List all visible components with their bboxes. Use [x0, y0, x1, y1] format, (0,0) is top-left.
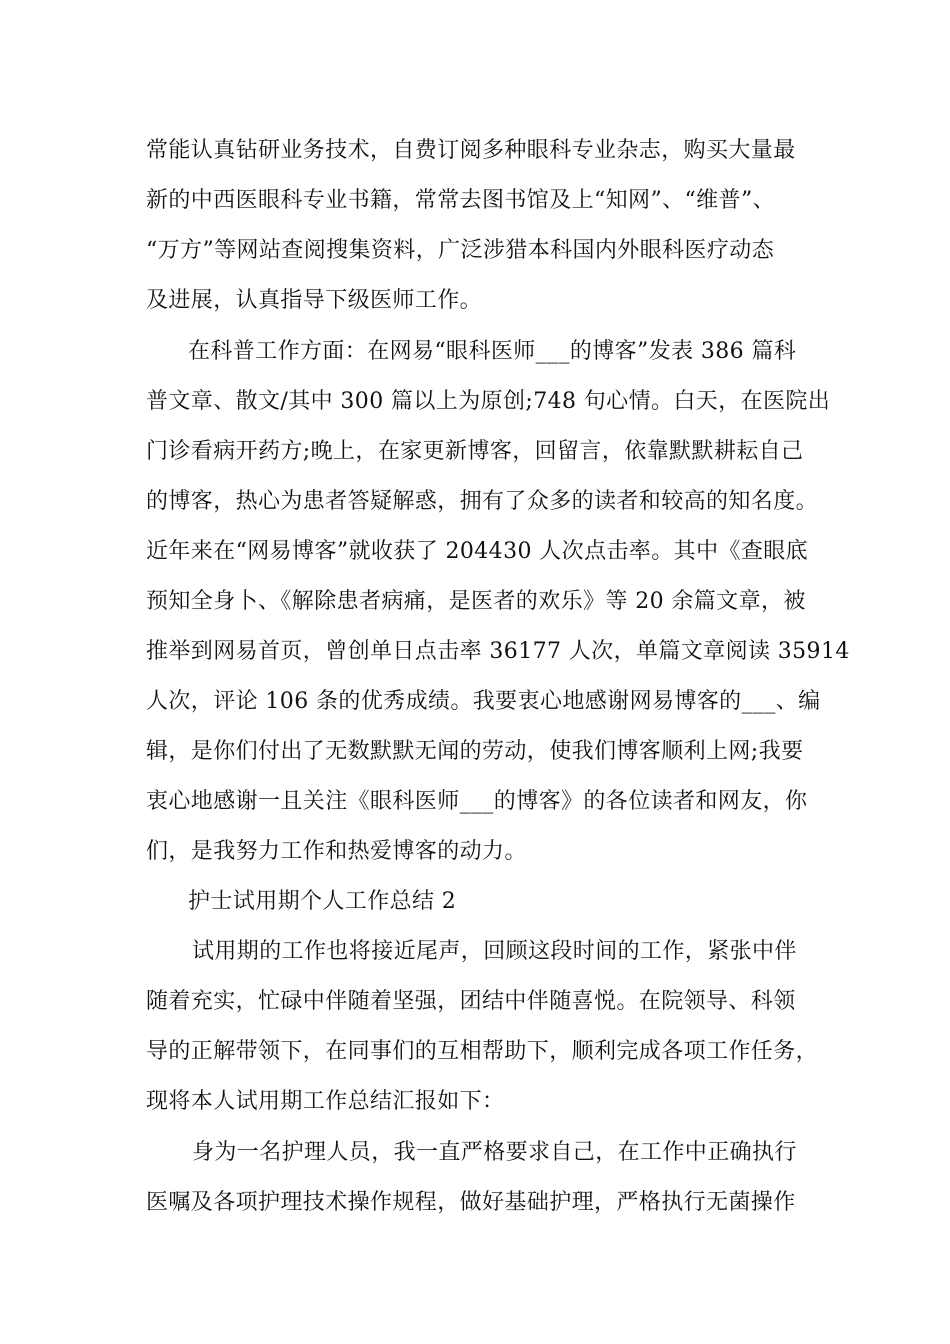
paragraph-line: 们，是我努力工作和热爱博客的动力。	[146, 839, 527, 864]
paragraph-line: 预知全身卜、《解除患者病痛，是医者的欢乐》等 20 余篇文章，被	[146, 589, 806, 614]
paragraph-line: 随着充实，忙碌中伴随着坚强，团结中伴随喜悦。在院领导、科领	[146, 989, 796, 1014]
paragraph-line: 新的中西医眼科专业书籍，常常去图书馆及上“知网”、“维普”、	[146, 188, 775, 213]
paragraph-line: 衷心地感谢一且关注《眼科医师___的博客》的各位读者和网友，你	[146, 789, 808, 814]
paragraph-line: 推举到网易首页，曾创单日点击率 36177 人次，单篇文章阅读 35914	[146, 639, 850, 664]
paragraph-line: 辑，是你们付出了无数默默无闻的劳动，使我们博客顺利上网;我要	[146, 739, 804, 764]
paragraph-line: 人次，评论 106 条的优秀成绩。我要衷心地感谢网易博客的___、编	[146, 689, 821, 714]
paragraph-line: 门诊看病开药方;晚上，在家更新博客，回留言，依靠默默耕耘自己	[146, 439, 804, 464]
paragraph-line: “万方”等网站查阅搜集资料，广泛涉猎本科国内外眼科医疗动态	[146, 238, 775, 263]
section-heading: 护士试用期个人工作总结 2	[188, 889, 457, 914]
paragraph-line: 医嘱及各项护理技术操作规程，做好基础护理，严格执行无菌操作	[146, 1190, 796, 1215]
paragraph-line: 常能认真钻研业务技术，自费订阅多种眼科专业杂志，购买大量最	[146, 138, 796, 163]
paragraph-line: 导的正解带领下，在同事们的互相帮助下，顺利完成各项工作任务，	[146, 1039, 819, 1064]
paragraph-line: 及进展，认真指导下级医师工作。	[146, 288, 483, 313]
paragraph-line: 近年来在“网易博客”就收获了 204430 人次点击率。其中《查眼底	[146, 539, 809, 564]
paragraph-line: 现将本人试用期工作总结汇报如下：	[146, 1089, 505, 1114]
paragraph-line: 在科普工作方面：在网易“眼科医师___的博客”发表 386 篇科	[188, 339, 797, 364]
paragraph-line: 试用期的工作也将接近尾声，回顾这段时间的工作，紧张中伴	[192, 939, 797, 964]
paragraph-line: 普文章、散文/其中 300 篇以上为原创;748 句心情。白天，在医院出	[146, 389, 831, 414]
paragraph-line: 身为一名护理人员，我一直严格要求自己，在工作中正确执行	[192, 1140, 797, 1165]
paragraph-line: 的博客，热心为患者答疑解惑，拥有了众多的读者和较高的知名度。	[146, 489, 819, 514]
